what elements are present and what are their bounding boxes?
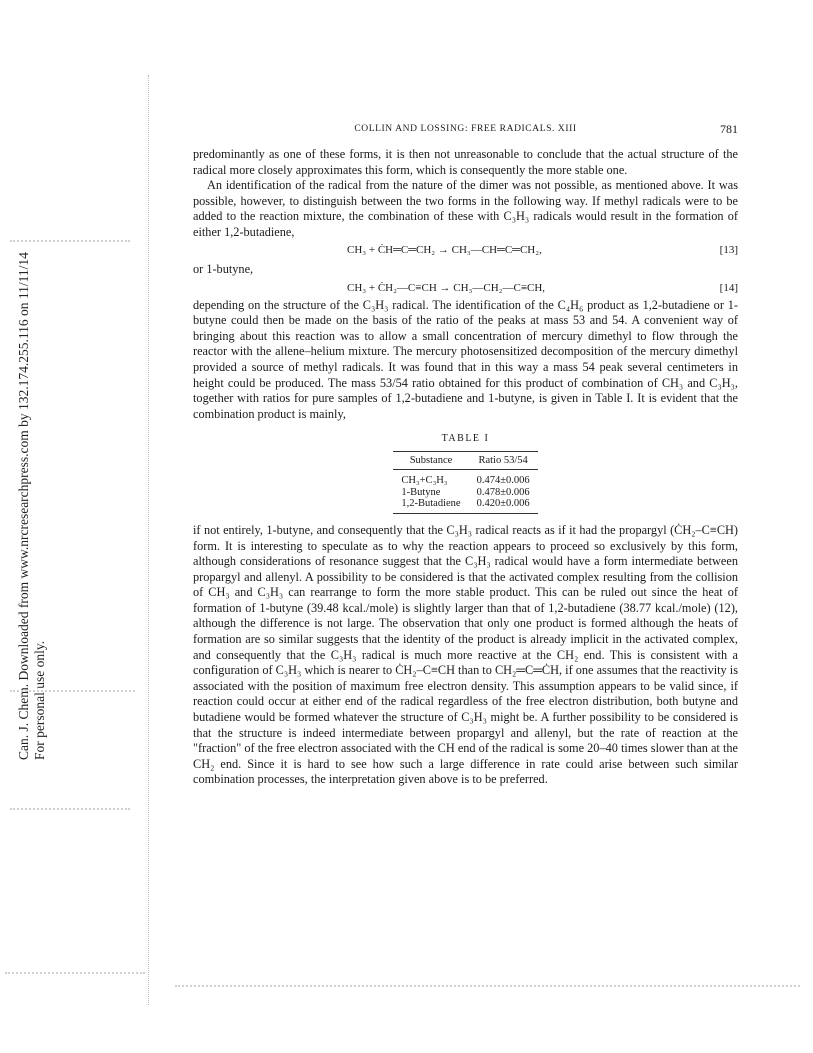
table-cell: 1-Butyne [401,486,441,498]
column-header: Substance [393,451,468,470]
table-cell: 0.420±0.006 [476,498,530,510]
paragraph: predominantly as one of these forms, it is then not unreasonable to conclude that the actual structure of the radical more closely approximates this form, which is consequently the more stable one. [193,147,738,177]
table-header-row [393,451,537,470]
download-notice: Can. J. Chem. Downloaded from www.nrcresearchpress.com by 132.174.255.116 on 11/11/14 [16,252,31,760]
scan-speckle [175,985,800,995]
table-cell: 1,2-Butadiene [401,498,461,510]
equation-14 [193,260,738,279]
side-notice [16,240,47,760]
table-caption: TABLE I [441,433,490,445]
scan-speckle [10,240,130,250]
page-header [193,124,738,138]
equation-text: CH₃ + ĊH═C═CH₂ → CH₃—CH═C═CH₂, [347,243,542,256]
table-cell: 0.478±0.006 [476,486,530,498]
page-number: 781 [720,122,738,136]
table-row [393,470,537,487]
scan-speckle [5,972,145,982]
equation-14-line [193,279,738,298]
table-cell: CH₃+C₃H₃ [401,475,448,487]
table-1 [193,431,738,514]
equation-number: [14] [719,281,738,294]
paragraph: depending on the structure of the C₃H₃ radical. The identification of the C₄H₆ product as 1,2-butadiene or 1-butyne could then be made on the basis of the ratio of the peaks at mass 53 and 54. A convenient way of bringing about this reaction was to allow a small concentration of mercury dimethyl to flow through the reactor with the allene–helium mixture. The mercury photosensitized decomposition of the mercury dimethyl provided a source of methyl radicals. It was found that in this way a mass 54 peak several centimeters in height could be produced. The mass 53/54 ratio obtained for this product of combination of CH₃ and C₃H₃, together with ratios for pure samples of 1,2-butadiene and 1-butyne, is given in Table I. It is evident that the combination product is mainly, [193,297,738,421]
table-row [393,498,537,513]
table-row [393,487,537,499]
personal-use-notice: For personal use only. [32,640,47,760]
table-cell: 0.474±0.006 [476,475,530,487]
equation-number: [13] [719,243,738,256]
equation-text: CH₃ + ĊH₂—C≡CH → CH₃—CH₂—C≡CH, [347,281,546,294]
equation-13 [193,241,738,260]
gutter-rule [148,75,149,1005]
scan-speckle [10,690,135,700]
article-body [193,147,738,788]
equation-lead-text: or 1-butyne, [193,261,254,276]
scan-speckle [10,808,130,818]
running-head: COLLIN AND LOSSING: FREE RADICALS. XIII [354,124,577,134]
paragraph: if not entirely, 1-butyne, and consequently that the C₃H₃ radical reacts as if it had the propargyl (ĊH₂–C≡CH) form. It is interesting to speculate as to why the reaction appears to proceed so exclusively by this form, although considerations of resonance suggest that the C₃H₃ radical would have a form intermediate between propargyl and allenyl. A possibility to be considered is that the activated complex resulting from the collision of CH₃ and C₃H₃ can rearrange to form the more stable product. This can be ruled out since the heat of formation of 1-butyne (39.48 kcal./mole) is slightly larger than that of 1,2-butadiene (38.77 kcal./mole) (12), although the difference is not large. The observation that only one product is formed although the heats of formation are so similar suggests that the identity of the product is already implicit in the activated complex, and consequently that the C₃H₃ radical is much more reactive at the CH₂ end. This is consistent with a configuration of C₃H₃ which is nearer to ĊH₂–C≡CH than to CH₂═C═ĊH, if one assumes that the reactivity is associated with the position of maximum free electron density. This assumption appears to be valid since, if reaction could occur at either end of the radical regardless of the free electron distribution, both butyne and butadiene would be formed whatever the structure of C₃H₃ might be. A further possibility to be considered is that the structure is indeed intermediate between propargyl and allenyl, but the rate of reaction at the "fraction" of the free electron associated with the CH end of the radical is some 20–40 times slower than at the CH₂ end. Since it is hard to see how such a large difference in rate could arise between such similar combination processes, the interpretation given above is to be preferred. [193,522,738,787]
paragraph: An identification of the radical from the nature of the dimer was not possible, as mentioned above. It was possible, however, to distinguish between the two forms in the following way. If methyl radicals were to be added to the reaction mixture, the combination of these with C₃H₃ radicals would result in the formation of either 1,2-butadiene, [193,178,738,239]
data-table [393,451,537,514]
column-header: Ratio 53/54 [469,451,538,470]
